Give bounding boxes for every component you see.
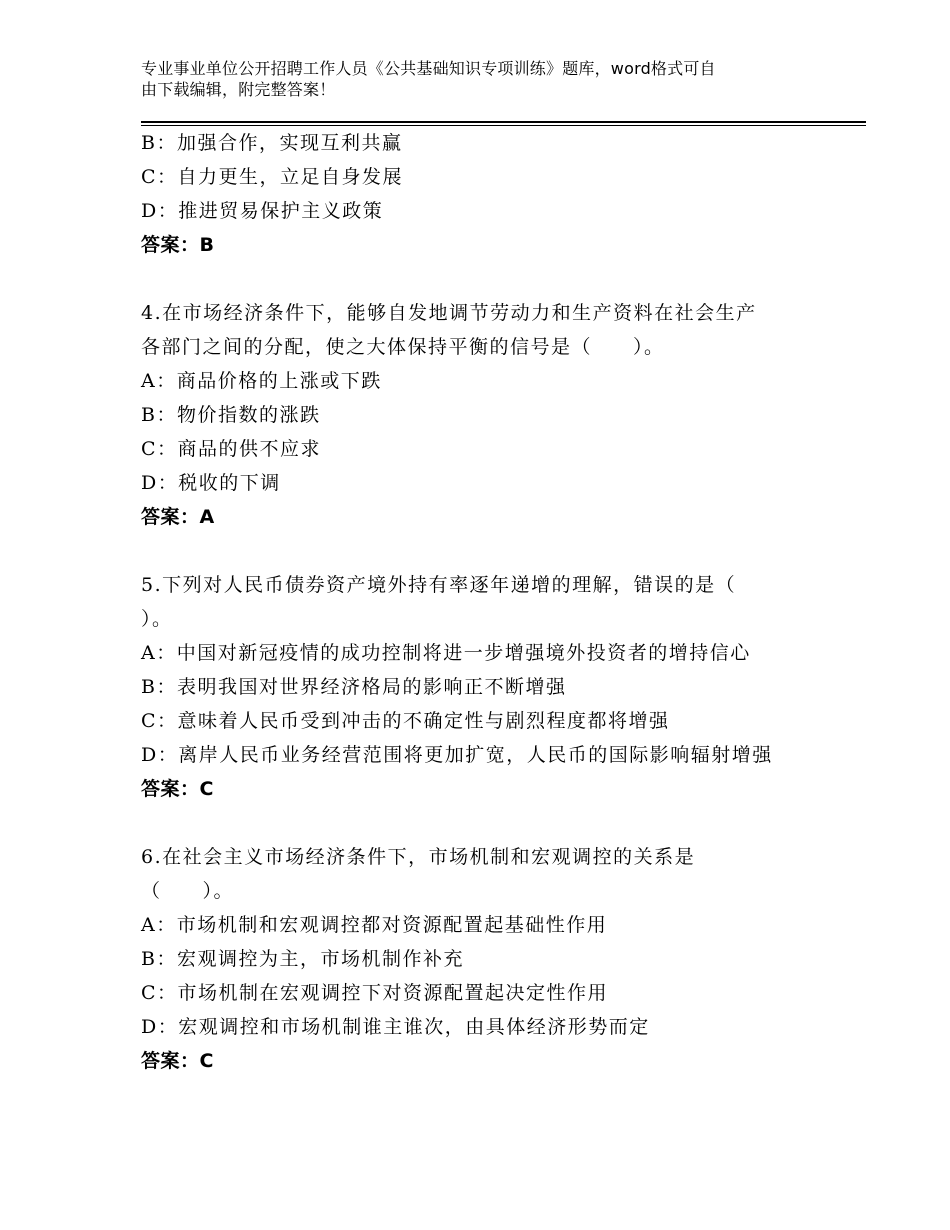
question-stem-line: 6.在社会主义市场经济条件下，市场机制和宏观调控的关系是 — [141, 846, 696, 868]
question-stem-line: 4.在市场经济条件下，能够自发地调节劳动力和生产资料在社会生产 — [141, 302, 757, 324]
answer-label: 答案：C — [141, 778, 214, 800]
option-d: D：税收的下调 — [141, 472, 281, 494]
option-b: B：加强合作，实现互利共赢 — [141, 132, 403, 154]
question-stem-line: 5.下列对人民币债券资产境外持有率逐年递增的理解，错误的是（ — [141, 574, 737, 596]
answer-label: 答案：A — [141, 506, 215, 528]
answer-label: 答案：B — [141, 234, 215, 256]
option-c: C：意味着人民币受到冲击的不确定性与剧烈程度都将增强 — [141, 710, 670, 732]
spacer — [141, 534, 841, 568]
question-stem-line: ）。 — [141, 608, 173, 630]
question-4 — [141, 296, 841, 534]
option-a: A：中国对新冠疫情的成功控制将进一步增强境外投资者的增持信心 — [141, 642, 751, 664]
question-content — [141, 126, 841, 1078]
answer-label: 答案：C — [141, 1050, 214, 1072]
spacer — [141, 262, 841, 296]
option-c: C：商品的供不应求 — [141, 438, 322, 460]
option-c: C：自力更生，立足自身发展 — [141, 166, 404, 188]
question-6 — [141, 840, 841, 1078]
question-stem-line: 各部门之间的分配，使之大体保持平衡的信号是（ ）。 — [141, 336, 665, 358]
question-stem-line: （ ）。 — [141, 880, 235, 902]
option-a: A：商品价格的上涨或下跌 — [141, 370, 382, 392]
header-rule-thick — [141, 121, 866, 123]
option-d: D：推进贸易保护主义政策 — [141, 200, 384, 222]
header-line-1: 专业事业单位公开招聘工作人员《公共基础知识专项训练》题库，word格式可自 — [141, 59, 716, 78]
option-d: D：离岸人民币业务经营范围将更加扩宽，人民币的国际影响辐射增强 — [141, 744, 773, 766]
option-b: B：宏观调控为主，市场机制作补充 — [141, 948, 464, 970]
document-header — [141, 58, 811, 100]
question-3-continued — [141, 126, 841, 262]
spacer — [141, 806, 841, 840]
option-b: B：表明我国对世界经济格局的影响正不断增强 — [141, 676, 567, 698]
option-d: D：宏观调控和市场机制谁主谁次，由具体经济形势而定 — [141, 1016, 650, 1038]
header-line-2: 由下载编辑，附完整答案！ — [141, 80, 336, 99]
option-b: B：物价指数的涨跌 — [141, 404, 321, 426]
option-a: A：市场机制和宏观调控都对资源配置起基础性作用 — [141, 914, 608, 936]
option-c: C：市场机制在宏观调控下对资源配置起决定性作用 — [141, 982, 609, 1004]
question-5 — [141, 568, 841, 806]
